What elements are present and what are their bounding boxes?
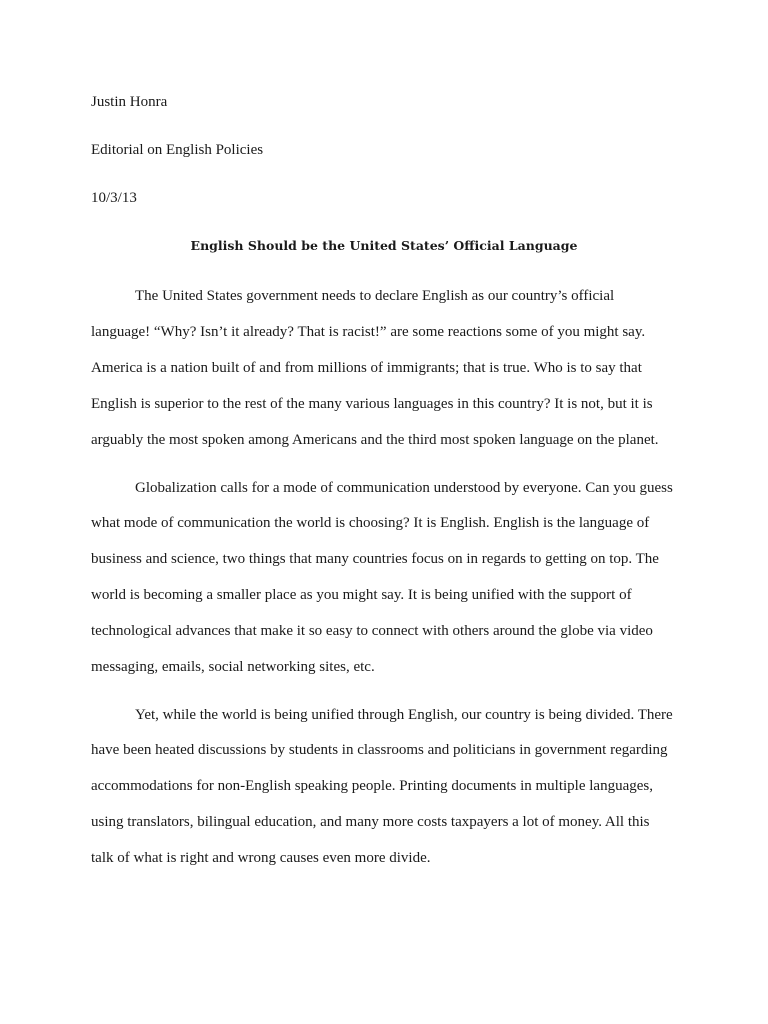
paragraph-line: using translators, bilingual education, and many more costs taxpayers a lot of money. All this bbox=[91, 814, 650, 830]
assignment-title: Editorial on English Policies bbox=[91, 142, 264, 158]
paragraph-line: Yet, while the world is being unified through English, our country is being divided. There bbox=[135, 707, 673, 723]
paragraph-line: America is a nation built of and from millions of immigrants; that is true. Who is to say that bbox=[91, 360, 642, 376]
paragraph-line: English is superior to the rest of the many various languages in this country? It is not, but it is bbox=[91, 396, 653, 412]
author-name: Justin Honra bbox=[91, 94, 168, 110]
paragraph-line: language! “Why? Isn’t it already? That is racist!” are some reactions some of you might say. bbox=[91, 324, 646, 340]
essay-title: English Should be the United States’ Official Language bbox=[190, 238, 578, 253]
paragraph-line: arguably the most spoken among Americans and the third most spoken language on the planet. bbox=[91, 432, 659, 448]
paragraph-line: The United States government needs to declare English as our country’s official bbox=[135, 288, 615, 304]
document-date: 10/3/13 bbox=[91, 190, 137, 206]
paragraph-line: business and science, two things that many countries focus on in regards to getting on top. The bbox=[91, 551, 659, 567]
paragraph-line: have been heated discussions by students in classrooms and politicians in government regarding bbox=[91, 742, 668, 758]
paragraph-line: world is becoming a smaller place as you might say. It is being unified with the support of bbox=[91, 587, 632, 603]
paragraph-line: what mode of communication the world is choosing? It is English. English is the language of bbox=[91, 515, 650, 531]
paragraph-line: talk of what is right and wrong causes even more divide. bbox=[91, 850, 431, 866]
paragraph-line: messaging, emails, social networking sites, etc. bbox=[91, 659, 375, 675]
paragraph-line: technological advances that make it so easy to connect with others around the globe via video bbox=[91, 623, 653, 639]
paragraph-line: accommodations for non-English speaking people. Printing documents in multiple languages, bbox=[91, 778, 653, 794]
paragraph-line: Globalization calls for a mode of communication understood by everyone. Can you guess bbox=[135, 480, 673, 496]
